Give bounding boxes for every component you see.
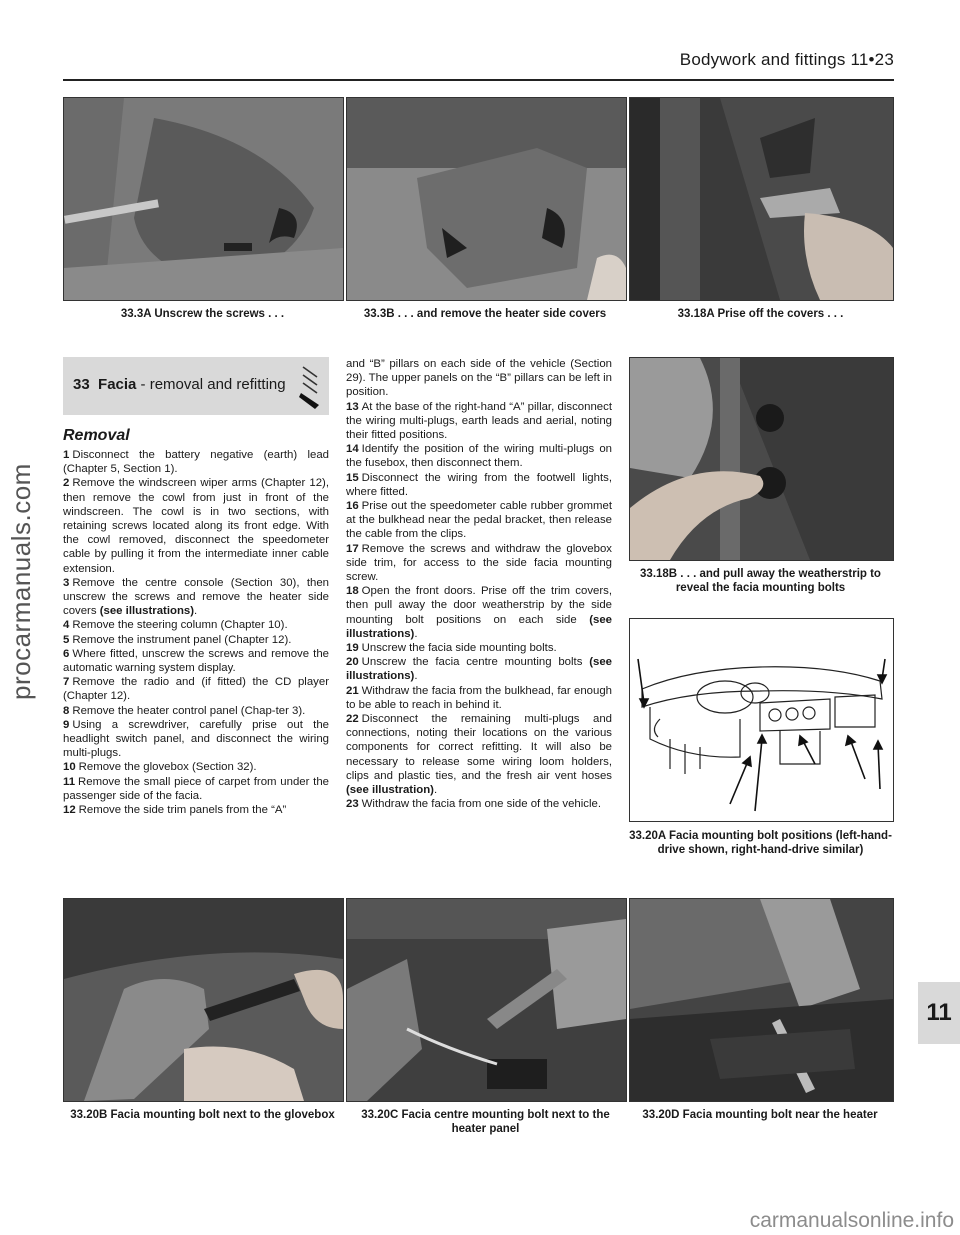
photo-33-20b	[63, 898, 344, 1102]
photo-33-3a	[63, 97, 344, 301]
photo-33-18a	[629, 97, 894, 301]
step: 15 Disconnect the wiring from the footwell lights, where fitted.	[346, 471, 612, 498]
step: 6 Where fitted, unscrew the screws and remove the automatic warning system display.	[63, 647, 329, 675]
section-number: 33	[73, 376, 90, 393]
step: 20 Unscrew the facia centre mounting bolts (see illustrations).	[346, 656, 612, 683]
step: 1 Disconnect the battery negative (earth) lead (Chapter 5, Section 1).	[63, 449, 329, 476]
caption-33-18a: 33.18A Prise off the covers . . .	[677, 308, 844, 320]
caption-33-20d: 33.20D Facia mounting bolt near the heater	[642, 1109, 878, 1121]
step: 14 Identify the position of the wiring multi-plugs on the fusebox, then disconnect them.	[346, 443, 612, 470]
step: 5 Remove the instrument panel (Chapter 12).	[63, 633, 292, 646]
step: 23 Withdraw the facia from one side of the vehicle.	[346, 798, 601, 811]
watermark-bottom: carmanualsonline.info	[749, 1209, 954, 1232]
step: 21 Withdraw the facia from the bulkhead, far enough to be able to reach in behind it.	[346, 684, 612, 711]
diagram-33-20a	[629, 618, 894, 822]
step: 18 Open the front doors. Prise off the trim covers, then pull away the door weatherstrip by the side mounting bolt positions on each side (see illustrations).	[346, 585, 612, 640]
caption-33-18b: 33.18B . . . and pull away the weatherstrip to reveal the facia mounting bolts	[640, 568, 881, 594]
photo-33-20d	[629, 898, 894, 1102]
caption-33-20b: 33.20B Facia mounting bolt next to the glovebox	[70, 1109, 335, 1121]
caption-33-3a: 33.3A Unscrew the screws . . .	[120, 308, 285, 320]
step: 12 Remove the side trim panels from the “A”	[63, 804, 287, 817]
step: and “B” pillars on each side of the vehicle (Section 29). The upper panels on the “B” pillars can be left in position.	[346, 358, 612, 399]
difficulty-wrench-icon	[297, 363, 323, 409]
text-column-2	[346, 357, 612, 812]
step: 4 Remove the steering column (Chapter 10).	[63, 619, 288, 632]
header-rule	[63, 79, 894, 81]
step: 16 Prise out the speedometer cable rubber grommet at the bulkhead near the pedal bracket, then release the cable from the clips.	[346, 500, 612, 541]
photo-33-18b	[629, 357, 894, 561]
step: 11 Remove the small piece of carpet from under the passenger side of the facia.	[63, 775, 329, 802]
step: 3 Remove the centre console (Section 30), then unscrew the screws and remove the heater side covers (see illustrations).	[63, 576, 329, 618]
caption-33-20a: 33.20A Facia mounting bolt positions (left-hand-drive shown, right-hand-drive similar)	[629, 830, 892, 856]
caption-33-3b: 33.3B . . . and remove the heater side covers	[363, 308, 607, 320]
subheading-removal: Removal	[63, 427, 130, 444]
step: 17 Remove the screws and withdraw the glovebox side trim, for access to the side facia mounting screw.	[346, 542, 612, 584]
photo-33-20c	[346, 898, 627, 1102]
caption-33-20c: 33.20C Facia centre mounting bolt next to the heater panel	[361, 1109, 610, 1135]
section-heading-box	[63, 357, 329, 415]
step: 19 Unscrew the facia side mounting bolts.	[346, 642, 557, 655]
chapter-tab: 11	[918, 982, 960, 1044]
watermark-side: procarmanuals.com	[6, 463, 36, 700]
section-title-rest: - removal and refitting	[136, 376, 286, 393]
section-title-bold: Facia	[98, 376, 137, 393]
section-title	[73, 376, 286, 393]
step: 8 Remove the heater control panel (Chap-ter 3).	[63, 704, 306, 717]
step: 7 Remove the radio and (if fitted) the CD player (Chapter 12).	[63, 676, 329, 703]
step: 22 Disconnect the remaining multi-plugs and connections, noting their locations on the various components for correct refitting. It will also be necessary to release some wiring loom holders, clips and plastic ties, and the fresh air vent hoses (see illustration).	[346, 713, 612, 797]
text-column-1	[63, 448, 329, 817]
step: 13 At the base of the right-hand “A” pillar, disconnect the wiring multi-plugs, earth leads and aerial, noting their fitted positions.	[346, 400, 612, 442]
step: 2 Remove the windscreen wiper arms (Chapter 12), then remove the cowl from just in front of the windscreen. The cowl is in two sections, with retaining screws located along its front edge. With the cowl removed, disconnect the speedometer cable by pulling it from the intermediate inner cable extension.	[63, 477, 329, 575]
step: 10 Remove the glovebox (Section 32).	[63, 761, 257, 774]
step: 9 Using a screwdriver, carefully prise out the headlight switch panel, and disconnect the wiring multi-plugs.	[63, 718, 329, 760]
page-header: Bodywork and fittings 11•23	[679, 50, 894, 69]
photo-33-3b	[346, 97, 627, 301]
